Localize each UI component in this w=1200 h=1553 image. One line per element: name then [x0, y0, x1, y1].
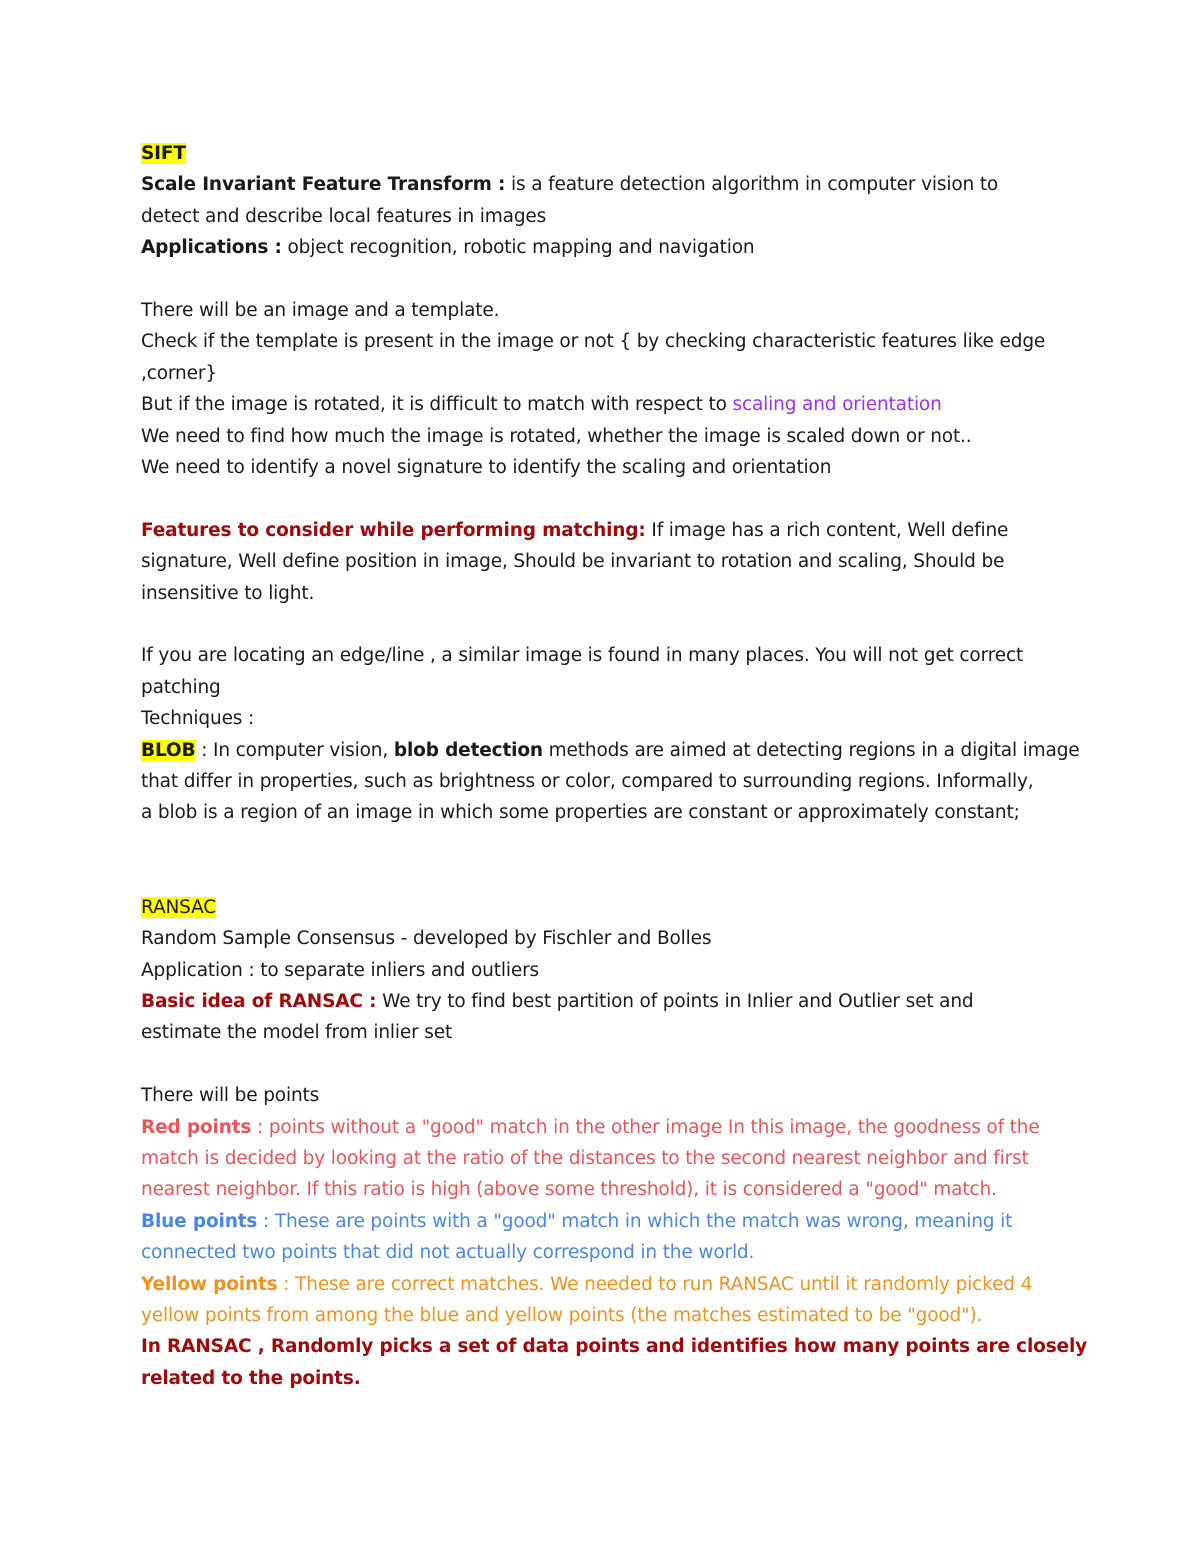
sift-heading: SIFT: [141, 143, 186, 164]
red-points-line-2: match is decided by looking at the ratio of the distances to the second nearest neighbor and first: [141, 1147, 1029, 1169]
sift-applications-line: [141, 232, 1071, 263]
red-points-line-3: nearest neighbor. If this ratio is high (above some threshold), it is considered a "good" match.: [141, 1179, 997, 1201]
spacer: [141, 609, 1071, 640]
ransac-final-line-1: In RANSAC , Randomly picks a set of data points and identifies how many points are closely: [141, 1336, 1088, 1358]
sift-paragraph-2b: ,corner}: [141, 362, 217, 384]
features-line-1: [141, 515, 1071, 546]
points-intro: There will be points: [141, 1085, 320, 1107]
blob-line-2: that differ in properties, such as brightness or color, compared to surrounding regions. Informally,: [141, 771, 1034, 793]
ransac-heading: RANSAC: [141, 896, 217, 918]
ransac-line-1: Random Sample Consensus - developed by Fischler and Bolles: [141, 928, 712, 950]
blue-points-line-2: connected two points that did not actually correspond in the world.: [141, 1242, 755, 1264]
sift-paragraph-3-text: But if the image is rotated, it is difficult to match with respect to: [141, 394, 733, 416]
red-points-line-1: [141, 1112, 1071, 1143]
ransac-basic-line-1: [141, 986, 1071, 1017]
sift-definition-text: is a feature detection algorithm in computer vision to: [505, 174, 999, 196]
sift-paragraph-1: There will be an image and a template.: [141, 300, 500, 322]
sift-definition-term: Scale Invariant Feature Transform :: [141, 174, 506, 196]
edge-line-2: patching: [141, 676, 221, 698]
sift-definition-line-2: detect and describe local features in images: [141, 205, 547, 227]
techniques-label: Techniques :: [141, 708, 255, 730]
spacer: [141, 264, 1071, 295]
edge-line-1: If you are locating an edge/line , a similar image is found in many places. You will not get correct: [141, 645, 1024, 667]
sift-applications-term: Applications :: [141, 237, 282, 259]
ransac-heading-line: [141, 892, 1071, 923]
yellow-points-term: Yellow points: [141, 1273, 278, 1295]
sift-paragraph-2a: Check if the template is present in the image or not { by checking characteristic features like edge: [141, 331, 1046, 353]
sift-applications-text: object recognition, robotic mapping and navigation: [281, 237, 755, 259]
sift-paragraph-5: We need to identify a novel signature to identify the scaling and orientation: [141, 457, 832, 479]
ransac-line-2: Application : to separate inliers and outliers: [141, 959, 540, 981]
blob-detection-term: blob detection: [393, 739, 543, 761]
features-term: Features to consider while performing matching:: [141, 519, 646, 541]
sift-paragraph-4: We need to find how much the image is rotated, whether the image is scaled down or not..: [141, 425, 972, 447]
yellow-points-line-2: yellow points from among the blue and yellow points (the matches estimated to be "good").: [141, 1304, 983, 1326]
scaling-orientation-highlight: scaling and orientation: [732, 394, 942, 416]
blob-text-1b: methods are aimed at detecting regions in a digital image: [542, 739, 1080, 761]
ransac-basic-term: Basic idea of RANSAC :: [141, 990, 377, 1012]
ransac-basic-text-1: We try to find best partition of points in Inlier and Outlier set and: [376, 990, 974, 1012]
features-line-2: signature, Well define position in image, Should be invariant to rotation and scaling, Should be: [141, 551, 1005, 573]
ransac-basic-line-2: estimate the model from inlier set: [141, 1022, 453, 1044]
yellow-points-line-1: [141, 1269, 1071, 1300]
blue-points-line-1: [141, 1206, 1071, 1237]
ransac-final-line-2: related to the points.: [141, 1367, 361, 1389]
spacer: [141, 829, 1071, 892]
yellow-points-text-1: : These are correct matches. We needed to run RANSAC until it randomly picked 4: [277, 1273, 1033, 1295]
blue-points-text-1: : These are points with a "good" match in which the match was wrong, meaning it: [257, 1210, 1013, 1232]
blue-points-term: Blue points: [141, 1210, 258, 1232]
document-page: [141, 138, 1088, 1394]
sift-paragraph-3: [141, 389, 1071, 420]
blob-heading: BLOB: [141, 739, 196, 761]
sift-definition-line: [141, 169, 1071, 200]
spacer: [141, 1049, 1071, 1080]
red-points-term: Red points: [141, 1116, 252, 1138]
features-text-1: If image has a rich content, Well define: [645, 519, 1009, 541]
features-line-3: insensitive to light.: [141, 582, 315, 604]
sift-heading-line: [141, 138, 1071, 169]
blob-line-3: a blob is a region of an image in which some properties are constant or approximately constant;: [141, 802, 1020, 824]
blob-line-1: [141, 735, 1080, 766]
red-points-text-1: : points without a "good" match in the other image In this image, the goodness of the: [251, 1116, 1040, 1138]
blob-text-1a: : In computer vision,: [195, 739, 394, 761]
spacer: [141, 483, 1071, 514]
